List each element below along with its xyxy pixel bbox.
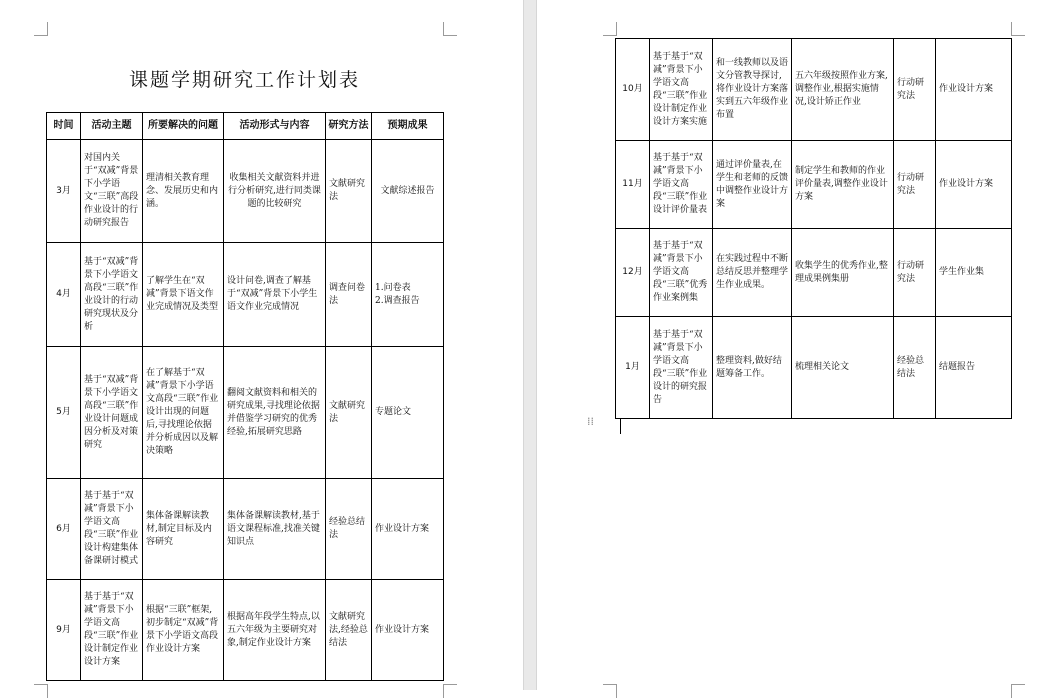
table-row	[47, 140, 444, 243]
header-theme: 活动主题	[81, 113, 143, 140]
crop-mark	[603, 684, 617, 698]
cell-theme: 基于基于“双减”背景下小学语文高段“三联”作业设计的研究报告	[650, 317, 713, 419]
cell-theme: 对国内关于“双减”背景下小学语文“三联”高段作业设计的行动研究报告	[81, 140, 143, 243]
page-title: 课题学期研究工作计划表	[128, 69, 360, 91]
cell-activity: 收集学生的优秀作业,整理成果例集册	[792, 229, 894, 317]
cell-month: 10月	[616, 39, 650, 141]
table-header-row	[47, 113, 444, 140]
cell-outcome: 作业设计方案	[372, 580, 444, 681]
cell-outcome: 专题论文	[372, 347, 444, 479]
cell-activity: 梳理相关论文	[792, 317, 894, 419]
cell-month: 5月	[47, 347, 81, 479]
cell-method: 经验总结法	[326, 479, 372, 580]
header-outcome: 预期成果	[372, 113, 444, 140]
cell-theme: 基于“双减”背景下小学语文高段“三联”作业设计的行动研究现状及分析	[81, 243, 143, 347]
cell-method: 文献研究法	[326, 347, 372, 479]
cell-theme: 基于基于“双减”背景下小学语文高段“三联”作业设计制定作业设计方案	[81, 580, 143, 681]
cell-outcome: 1.问卷表 2.调查报告	[372, 243, 444, 347]
cell-method: 行动研究法	[894, 141, 936, 229]
cell-problem: 整理资料,做好结题筹备工作。	[713, 317, 792, 419]
cell-activity: 制定学生和教师的作业评价量表,调整作业设计方案	[792, 141, 894, 229]
cell-outcome: 作业设计方案	[372, 479, 444, 580]
crop-mark	[1011, 684, 1025, 698]
cell-outcome: 学生作业集	[936, 229, 1012, 317]
cell-method: 经验总结法	[894, 317, 936, 419]
table-row	[47, 479, 444, 580]
plan-table-page2	[615, 38, 1012, 419]
cell-month: 6月	[47, 479, 81, 580]
cell-month: 9月	[47, 580, 81, 681]
cell-method: 调查问卷法	[326, 243, 372, 347]
crop-mark	[34, 684, 48, 698]
cell-outcome: 文献综述报告	[372, 140, 444, 243]
cell-month: 12月	[616, 229, 650, 317]
header-problem: 所要解决的问题	[143, 113, 224, 140]
cell-theme: 基于基于“双减”背景下小学语文高段“三联”作业设计评价量表	[650, 141, 713, 229]
table-row	[616, 39, 1012, 141]
cell-month: 3月	[47, 140, 81, 243]
table-row	[47, 243, 444, 347]
cell-theme: 基于“双减”背景下小学语文高段“三联”作业设计问题成因分析及对策研究	[81, 347, 143, 479]
cell-theme: 基于基于“双减”背景下小学语文高段“三联”作业设计制定作业设计方案实施	[650, 39, 713, 141]
cell-problem: 和一线教师以及语文分管教导探讨,将作业设计方案落实到五六年级作业布置	[713, 39, 792, 141]
cell-activity: 设计问卷,调查了解基于“双减”背景下小学生语文作业完成情况	[224, 243, 326, 347]
table-row	[616, 141, 1012, 229]
crop-mark	[1011, 22, 1025, 36]
cell-activity: 集体备课解读教材,基于语文课程标准,找准关键知识点	[224, 479, 326, 580]
cell-theme: 基于基于“双减”背景下小学语文高段“三联”优秀作业案例集	[650, 229, 713, 317]
page-gutter	[523, 0, 537, 690]
cell-method: 文献研究法	[326, 140, 372, 243]
cell-outcome: 作业设计方案	[936, 141, 1012, 229]
header-activity: 活动形式与内容	[224, 113, 326, 140]
cell-activity: 根据高年段学生特点,以五六年级为主要研究对象,制定作业设计方案	[224, 580, 326, 681]
cell-problem: 集体备课解读教材,制定目标及内容研究	[143, 479, 224, 580]
crop-mark	[443, 22, 457, 36]
cell-theme: 基于基于“双减”背景下小学语文高段“三联”作业设计构建集体备课研讨模式	[81, 479, 143, 580]
table-row	[616, 229, 1012, 317]
cell-problem: 了解学生在“双减”背景下语文作业完成情况及类型	[143, 243, 224, 347]
cell-activity: 翻阅文献资料和相关的研究成果,寻找理论依据并借鉴学习研究的优秀经验,拓展研究思路	[224, 347, 326, 479]
cell-month: 1月	[616, 317, 650, 419]
cell-activity: 五六年级按照作业方案,调整作业,根据实施情况,设计矫正作业	[792, 39, 894, 141]
table-row	[47, 580, 444, 681]
crop-mark	[443, 684, 457, 698]
cell-method: 行动研究法	[894, 229, 936, 317]
cell-month: 11月	[616, 141, 650, 229]
header-time: 时间	[47, 113, 81, 140]
cell-problem: 在实践过程中不断总结反思并整理学生作业成果。	[713, 229, 792, 317]
cell-outcome: 结题报告	[936, 317, 1012, 419]
cell-method: 文献研究法,经验总结法	[326, 580, 372, 681]
cell-month: 4月	[47, 243, 81, 347]
cell-outcome: 作业设计方案	[936, 39, 1012, 141]
crop-mark	[34, 22, 48, 36]
cell-problem: 在了解基于“双减”背景下小学语文高段“三联”作业设计出现的问题后,寻找理论依据并分析成因以及解决策略	[143, 347, 224, 479]
cell-method: 行动研究法	[894, 39, 936, 141]
text-cursor	[620, 418, 621, 434]
cell-problem: 理清相关教育理念、发展历史和内涵。	[143, 140, 224, 243]
crop-mark	[603, 22, 617, 36]
drag-handle-icon[interactable]: ⁞⁞	[587, 415, 594, 428]
cell-activity: 收集相关文献资料并进行分析研究,进行同类课题的比较研究	[224, 140, 326, 243]
cell-problem: 根据“三联”框架,初步制定“双减”背景下小学语文高段作业设计方案	[143, 580, 224, 681]
table-row	[47, 347, 444, 479]
plan-table-page1	[46, 112, 444, 681]
cell-problem: 通过评价量表,在学生和老师的反馈中调整作业设计方案	[713, 141, 792, 229]
table-row	[616, 317, 1012, 419]
header-method: 研究方法	[326, 113, 372, 140]
